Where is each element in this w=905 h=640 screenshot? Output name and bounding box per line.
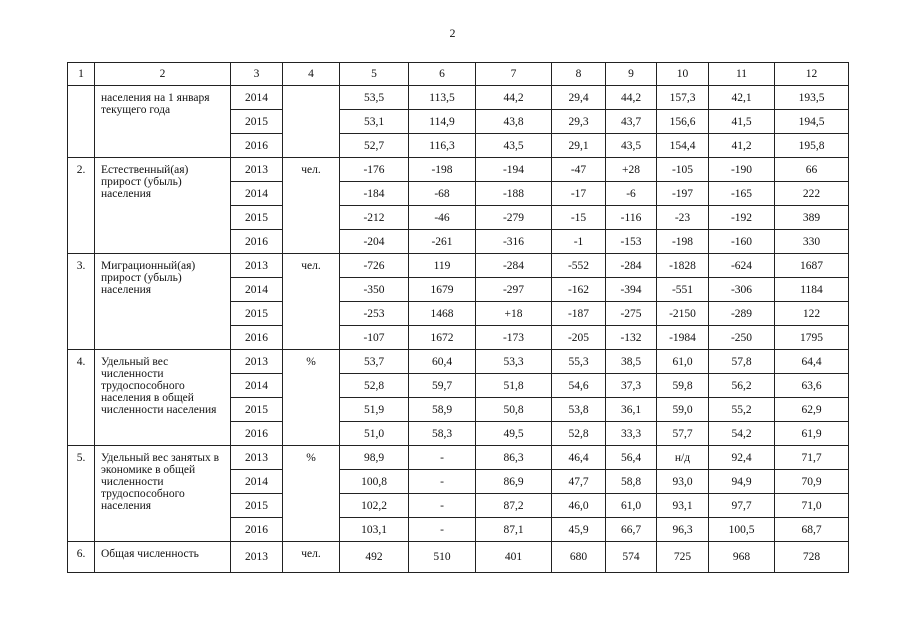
value-cell: 510 [409, 542, 476, 573]
row-number-cell: 6. [68, 542, 95, 573]
value-cell: -173 [476, 326, 552, 350]
value-cell: 330 [775, 230, 849, 254]
value-cell: -551 [657, 278, 709, 302]
value-cell: 41,2 [709, 134, 775, 158]
value-cell: 46,4 [552, 446, 606, 470]
value-cell: 1184 [775, 278, 849, 302]
value-cell: -162 [552, 278, 606, 302]
value-cell: 66,7 [606, 518, 657, 542]
value-cell: -279 [476, 206, 552, 230]
value-cell: 56,4 [606, 446, 657, 470]
value-cell: 97,7 [709, 494, 775, 518]
value-cell: 43,8 [476, 110, 552, 134]
value-cell: -316 [476, 230, 552, 254]
value-cell: -15 [552, 206, 606, 230]
value-cell: 1679 [409, 278, 476, 302]
value-cell: 86,3 [476, 446, 552, 470]
value-cell: 58,3 [409, 422, 476, 446]
value-cell: 38,5 [606, 350, 657, 374]
value-cell: -116 [606, 206, 657, 230]
table-row [68, 158, 849, 182]
value-cell: -107 [340, 326, 409, 350]
value-cell: -188 [476, 182, 552, 206]
value-cell: -17 [552, 182, 606, 206]
value-cell: 29,3 [552, 110, 606, 134]
value-cell: 103,1 [340, 518, 409, 542]
column-number-cell: 8 [552, 63, 606, 86]
unit-cell: чел. [283, 542, 340, 573]
value-cell: 51,0 [340, 422, 409, 446]
value-cell: 60,4 [409, 350, 476, 374]
year-cell: 2015 [231, 302, 283, 326]
year-cell: 2014 [231, 374, 283, 398]
value-cell: 51,9 [340, 398, 409, 422]
value-cell: 59,0 [657, 398, 709, 422]
table-row [68, 86, 849, 110]
value-cell: -197 [657, 182, 709, 206]
value-cell: -212 [340, 206, 409, 230]
indicator-name-cell: Естественный(ая) прирост (убыль) населения [95, 158, 231, 254]
table-row [68, 350, 849, 374]
value-cell: -306 [709, 278, 775, 302]
value-cell: 87,2 [476, 494, 552, 518]
column-number-cell: 7 [476, 63, 552, 86]
value-cell: -1 [552, 230, 606, 254]
value-cell: 116,3 [409, 134, 476, 158]
value-cell: 119 [409, 254, 476, 278]
value-cell: 98,9 [340, 446, 409, 470]
unit-cell [283, 86, 340, 158]
row-number-cell: 2. [68, 158, 95, 254]
value-cell: -176 [340, 158, 409, 182]
year-cell: 2013 [231, 158, 283, 182]
column-number-cell: 4 [283, 63, 340, 86]
value-cell: 29,4 [552, 86, 606, 110]
value-cell: 44,2 [606, 86, 657, 110]
value-cell: 70,9 [775, 470, 849, 494]
value-cell: -194 [476, 158, 552, 182]
value-cell: -46 [409, 206, 476, 230]
value-cell: -153 [606, 230, 657, 254]
value-cell: 193,5 [775, 86, 849, 110]
value-cell: -165 [709, 182, 775, 206]
value-cell: -198 [409, 158, 476, 182]
value-cell: 86,9 [476, 470, 552, 494]
value-cell: 64,4 [775, 350, 849, 374]
value-cell: -6 [606, 182, 657, 206]
year-cell: 2014 [231, 470, 283, 494]
value-cell: -187 [552, 302, 606, 326]
value-cell: -297 [476, 278, 552, 302]
value-cell: 102,2 [340, 494, 409, 518]
value-cell: 41,5 [709, 110, 775, 134]
value-cell: - [409, 470, 476, 494]
value-cell: 113,5 [409, 86, 476, 110]
value-cell: 68,7 [775, 518, 849, 542]
year-cell: 2015 [231, 494, 283, 518]
value-cell: 728 [775, 542, 849, 573]
indicator-name-cell: Миграционный(ая) прирост (убыль) населения [95, 254, 231, 350]
row-number-cell: 5. [68, 446, 95, 542]
value-cell: 93,0 [657, 470, 709, 494]
value-cell: -394 [606, 278, 657, 302]
value-cell: 87,1 [476, 518, 552, 542]
table-row [68, 542, 849, 573]
value-cell: 43,5 [476, 134, 552, 158]
value-cell: 44,2 [476, 86, 552, 110]
year-cell: 2014 [231, 182, 283, 206]
unit-cell: % [283, 350, 340, 446]
column-number-cell: 3 [231, 63, 283, 86]
value-cell: -284 [606, 254, 657, 278]
value-cell: -205 [552, 326, 606, 350]
value-cell: 57,7 [657, 422, 709, 446]
value-cell: 725 [657, 542, 709, 573]
year-cell: 2013 [231, 446, 283, 470]
table-row [68, 446, 849, 470]
column-number-cell: 1 [68, 63, 95, 86]
value-cell: 1687 [775, 254, 849, 278]
value-cell: 63,6 [775, 374, 849, 398]
value-cell: 100,8 [340, 470, 409, 494]
value-cell: -105 [657, 158, 709, 182]
statistics-table [67, 62, 849, 573]
column-number-cell: 12 [775, 63, 849, 86]
value-cell: 492 [340, 542, 409, 573]
value-cell: 1672 [409, 326, 476, 350]
value-cell: 53,3 [476, 350, 552, 374]
value-cell: 61,0 [606, 494, 657, 518]
value-cell: - [409, 494, 476, 518]
page-number: 2 [449, 26, 456, 40]
value-cell: -624 [709, 254, 775, 278]
row-number-cell: 3. [68, 254, 95, 350]
value-cell: 66 [775, 158, 849, 182]
value-cell: -552 [552, 254, 606, 278]
unit-cell: % [283, 446, 340, 542]
value-cell: 94,9 [709, 470, 775, 494]
indicator-name-cell: населения на 1 января текущего года [95, 86, 231, 158]
year-cell: 2016 [231, 134, 283, 158]
value-cell: -1984 [657, 326, 709, 350]
value-cell: +18 [476, 302, 552, 326]
value-cell: н/д [657, 446, 709, 470]
value-cell: 154,4 [657, 134, 709, 158]
value-cell: 43,5 [606, 134, 657, 158]
value-cell: 47,7 [552, 470, 606, 494]
year-cell: 2013 [231, 350, 283, 374]
value-cell: 389 [775, 206, 849, 230]
value-cell: -275 [606, 302, 657, 326]
value-cell: 52,8 [552, 422, 606, 446]
value-cell: 222 [775, 182, 849, 206]
table-row [68, 254, 849, 278]
value-cell: -726 [340, 254, 409, 278]
value-cell: 93,1 [657, 494, 709, 518]
value-cell: -250 [709, 326, 775, 350]
column-number-cell: 11 [709, 63, 775, 86]
value-cell: 574 [606, 542, 657, 573]
row-number-cell: 4. [68, 350, 95, 446]
year-cell: 2016 [231, 230, 283, 254]
year-cell: 2015 [231, 398, 283, 422]
value-cell: 71,0 [775, 494, 849, 518]
value-cell: 59,7 [409, 374, 476, 398]
value-cell: 36,1 [606, 398, 657, 422]
value-cell: 53,1 [340, 110, 409, 134]
value-cell: 71,7 [775, 446, 849, 470]
value-cell: 52,7 [340, 134, 409, 158]
value-cell: 51,8 [476, 374, 552, 398]
value-cell: 29,1 [552, 134, 606, 158]
unit-cell: чел. [283, 254, 340, 350]
value-cell: 42,1 [709, 86, 775, 110]
value-cell: 122 [775, 302, 849, 326]
value-cell: -1828 [657, 254, 709, 278]
value-cell: 45,9 [552, 518, 606, 542]
value-cell: -68 [409, 182, 476, 206]
year-cell: 2015 [231, 110, 283, 134]
value-cell: -160 [709, 230, 775, 254]
value-cell: - [409, 518, 476, 542]
value-cell: 401 [476, 542, 552, 573]
value-cell: -192 [709, 206, 775, 230]
value-cell: 59,8 [657, 374, 709, 398]
value-cell: 195,8 [775, 134, 849, 158]
indicator-name-cell: Общая численность [95, 542, 231, 573]
year-cell: 2013 [231, 542, 283, 573]
value-cell: 54,2 [709, 422, 775, 446]
row-number-cell [68, 86, 95, 158]
year-cell: 2013 [231, 254, 283, 278]
header-row [68, 63, 849, 86]
value-cell: 33,3 [606, 422, 657, 446]
value-cell: 1795 [775, 326, 849, 350]
value-cell: 61,9 [775, 422, 849, 446]
year-cell: 2016 [231, 518, 283, 542]
value-cell: -289 [709, 302, 775, 326]
value-cell: 58,9 [409, 398, 476, 422]
year-cell: 2015 [231, 206, 283, 230]
value-cell: - [409, 446, 476, 470]
value-cell: 156,6 [657, 110, 709, 134]
value-cell: 114,9 [409, 110, 476, 134]
value-cell: 62,9 [775, 398, 849, 422]
value-cell: 55,2 [709, 398, 775, 422]
value-cell: 968 [709, 542, 775, 573]
value-cell: 50,8 [476, 398, 552, 422]
value-cell: -198 [657, 230, 709, 254]
value-cell: -47 [552, 158, 606, 182]
value-cell: +28 [606, 158, 657, 182]
value-cell: 54,6 [552, 374, 606, 398]
value-cell: 53,5 [340, 86, 409, 110]
value-cell: -2150 [657, 302, 709, 326]
value-cell: 43,7 [606, 110, 657, 134]
value-cell: -184 [340, 182, 409, 206]
value-cell: -204 [340, 230, 409, 254]
value-cell: 61,0 [657, 350, 709, 374]
indicator-name-cell: Удельный вес занятых в экономике в общей численности трудоспособного населения [95, 446, 231, 542]
value-cell: 53,8 [552, 398, 606, 422]
value-cell: 58,8 [606, 470, 657, 494]
value-cell: -350 [340, 278, 409, 302]
value-cell: -253 [340, 302, 409, 326]
value-cell: 56,2 [709, 374, 775, 398]
value-cell: 92,4 [709, 446, 775, 470]
value-cell: 194,5 [775, 110, 849, 134]
column-number-cell: 5 [340, 63, 409, 86]
value-cell: 157,3 [657, 86, 709, 110]
value-cell: 55,3 [552, 350, 606, 374]
value-cell: 100,5 [709, 518, 775, 542]
unit-cell: чел. [283, 158, 340, 254]
column-number-cell: 6 [409, 63, 476, 86]
year-cell: 2014 [231, 86, 283, 110]
year-cell: 2016 [231, 326, 283, 350]
value-cell: -132 [606, 326, 657, 350]
value-cell: 52,8 [340, 374, 409, 398]
column-number-cell: 2 [95, 63, 231, 86]
value-cell: -190 [709, 158, 775, 182]
value-cell: -284 [476, 254, 552, 278]
value-cell: 37,3 [606, 374, 657, 398]
column-number-cell: 9 [606, 63, 657, 86]
value-cell: -261 [409, 230, 476, 254]
value-cell: 49,5 [476, 422, 552, 446]
value-cell: -23 [657, 206, 709, 230]
column-number-cell: 10 [657, 63, 709, 86]
year-cell: 2016 [231, 422, 283, 446]
value-cell: 1468 [409, 302, 476, 326]
value-cell: 46,0 [552, 494, 606, 518]
value-cell: 96,3 [657, 518, 709, 542]
indicator-name-cell: Удельный вес численности трудоспособного населения в общей численности населения [95, 350, 231, 446]
value-cell: 680 [552, 542, 606, 573]
value-cell: 53,7 [340, 350, 409, 374]
value-cell: 57,8 [709, 350, 775, 374]
year-cell: 2014 [231, 278, 283, 302]
